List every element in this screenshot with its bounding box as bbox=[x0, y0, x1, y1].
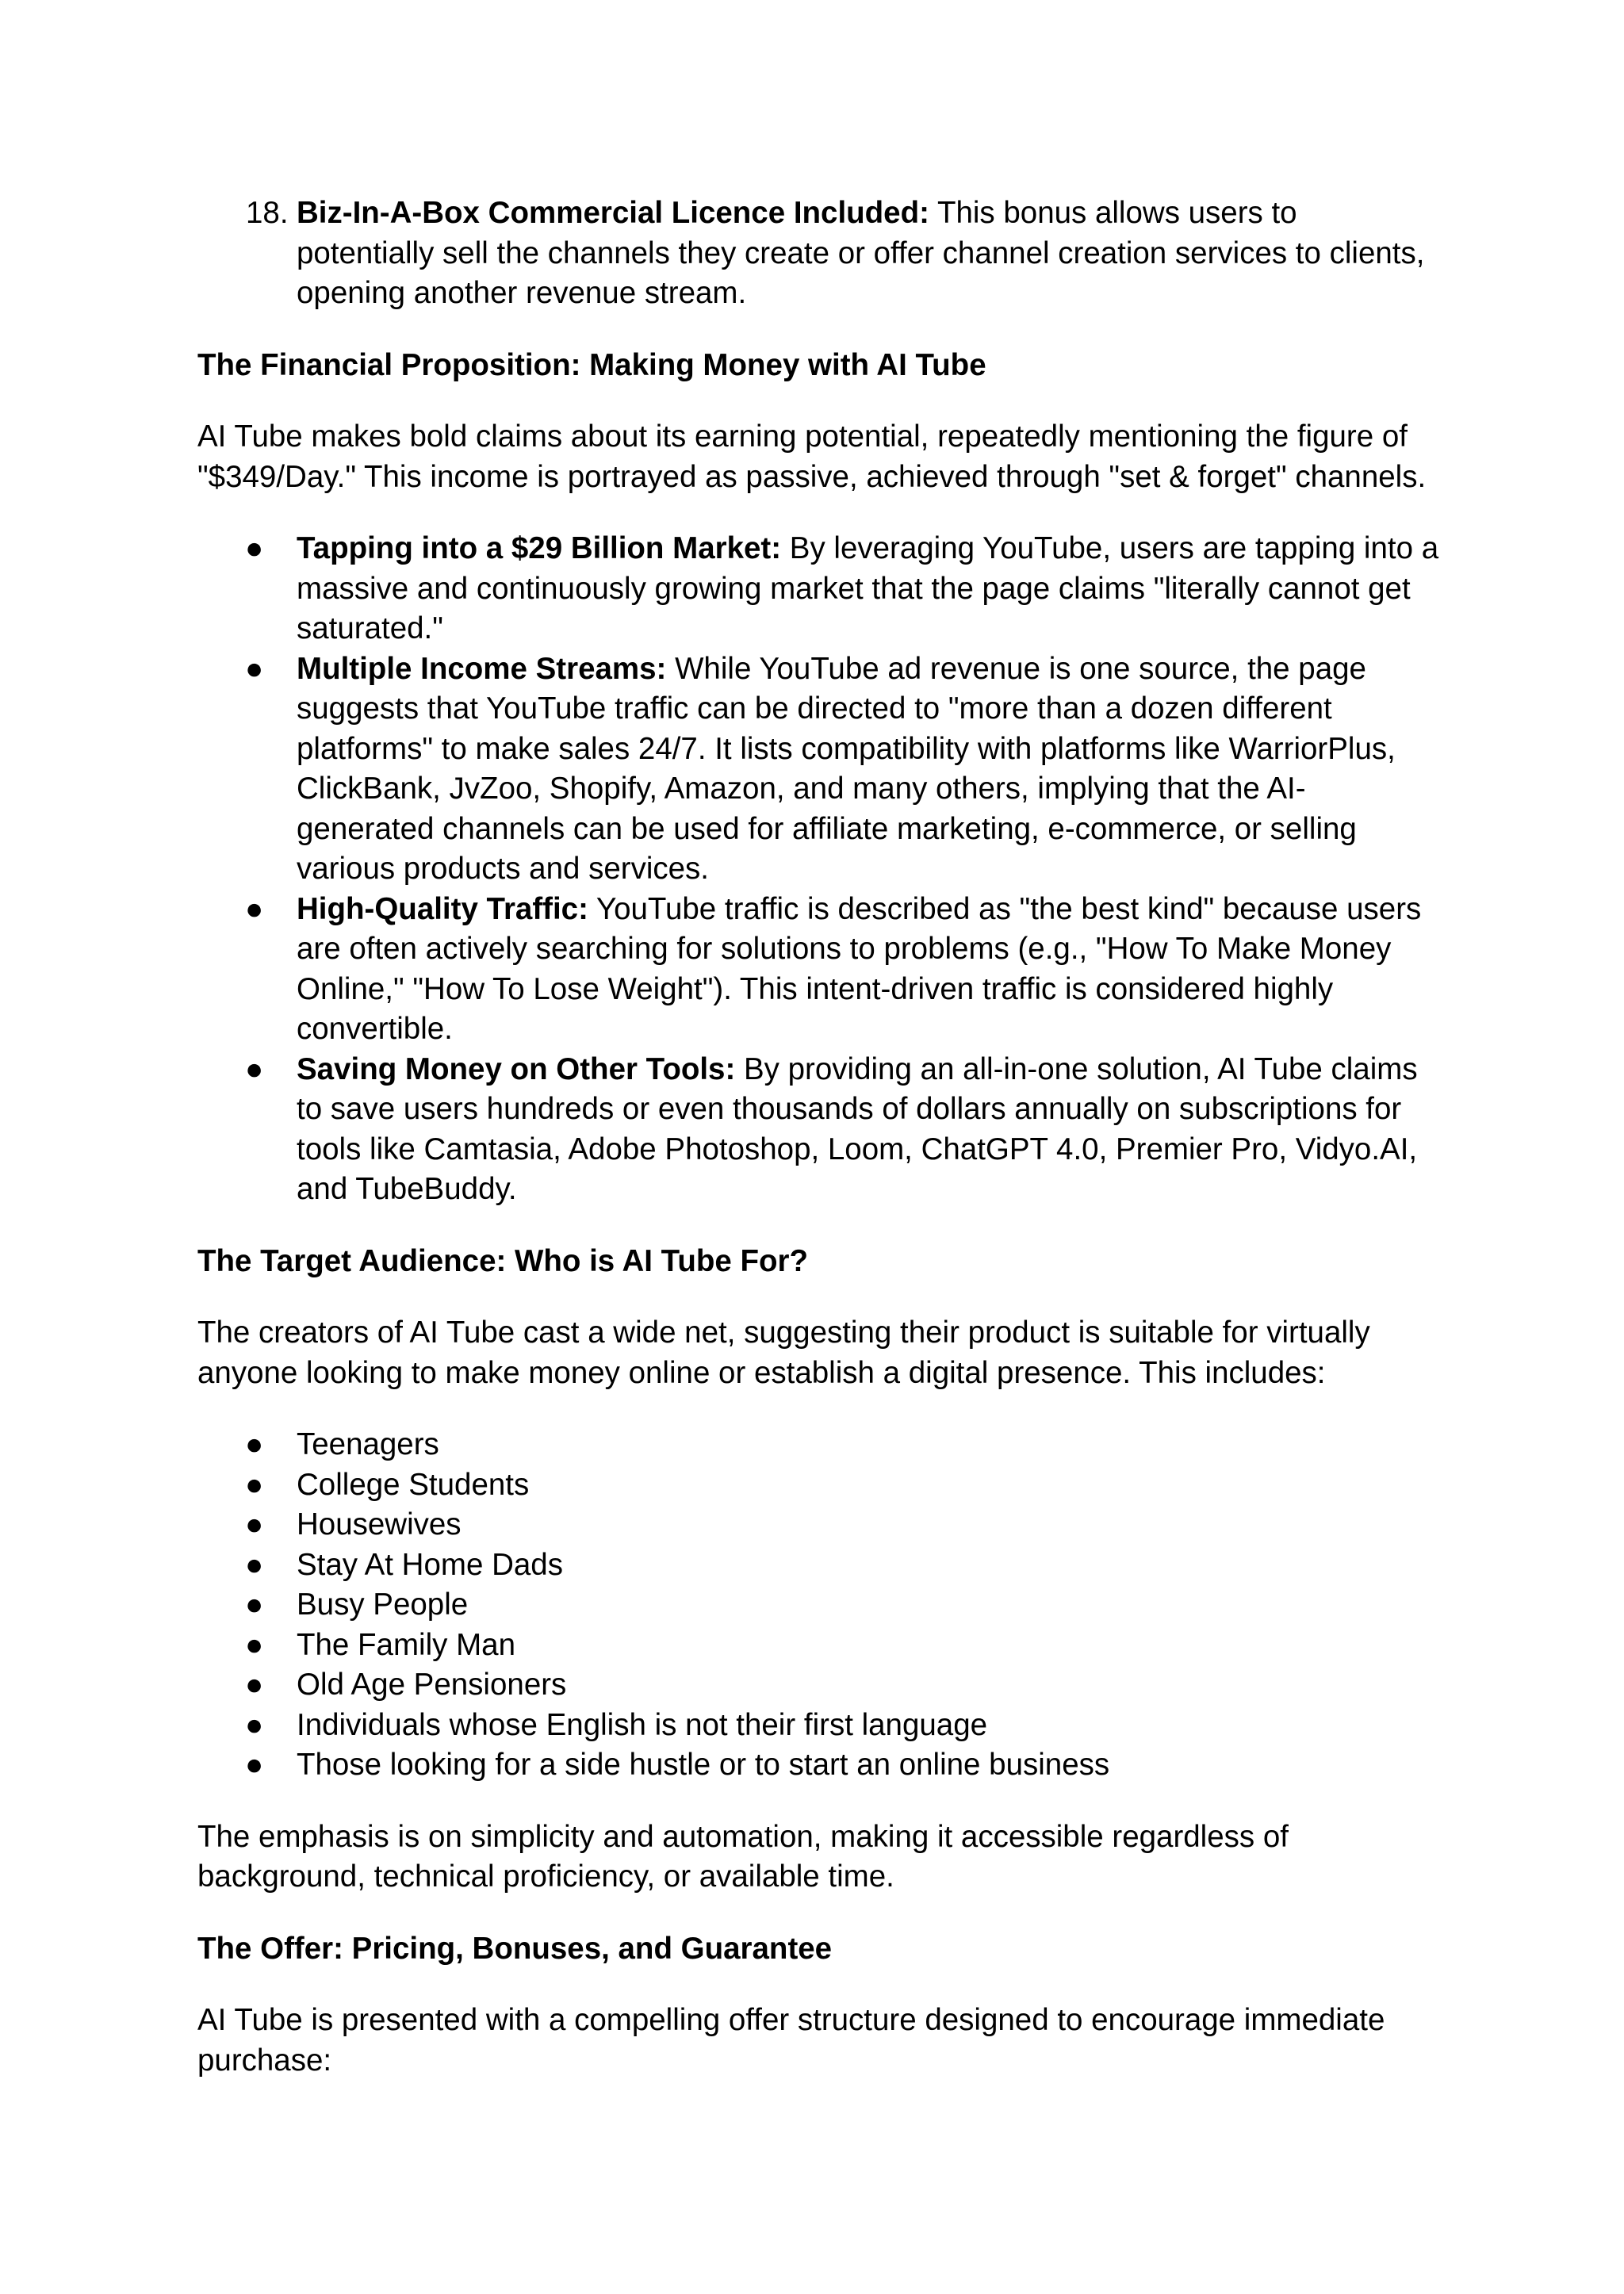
list-item-number: 18. bbox=[246, 196, 289, 230]
list-item bbox=[197, 1745, 1442, 1786]
list-item bbox=[197, 529, 1442, 649]
bullet-icon: ● bbox=[245, 1427, 264, 1461]
offer-intro-paragraph: AI Tube is presented with a compelling offer structure designed to encourage immediate purchase: bbox=[197, 2003, 1385, 2078]
list-item-text: Individuals whose English is not their first language bbox=[297, 1707, 988, 1742]
list-item-text: Busy People bbox=[297, 1587, 469, 1622]
financial-bullet-list bbox=[197, 529, 1442, 1210]
list-item-text: Housewives bbox=[297, 1507, 462, 1541]
list-item-text: Those looking for a side hustle or to start an online business bbox=[297, 1748, 1110, 1782]
financial-intro-paragraph: AI Tube makes bold claims about its earning potential, repeatedly mentioning the figure of "$349/Day." This income is portrayed as passive, achieved through "set & forget" channels. bbox=[197, 419, 1427, 494]
list-item bbox=[197, 193, 1442, 314]
list-item-text: This bonus allows users to potentially sell the channels they create or offer channel creation services to clients, opening another revenue stream. bbox=[297, 196, 1425, 310]
bullet-icon: ● bbox=[245, 1507, 264, 1541]
bullet-icon: ● bbox=[245, 651, 264, 686]
section-heading-offer: The Offer: Pricing, Bonuses, and Guarantee bbox=[197, 1931, 833, 1966]
list-item bbox=[197, 1626, 1442, 1666]
bullet-icon: ● bbox=[245, 1668, 264, 1702]
document-body bbox=[197, 193, 1442, 2112]
audience-bullet-list bbox=[197, 1425, 1442, 1786]
bullet-icon: ● bbox=[245, 1627, 264, 1662]
list-item bbox=[197, 1545, 1442, 1586]
list-item bbox=[197, 1050, 1442, 1210]
list-item bbox=[197, 1465, 1442, 1506]
audience-closing-paragraph: The emphasis is on simplicity and automation, making it accessible regardless of background, technical proficiency, or available time. bbox=[197, 1819, 1289, 1894]
list-item-text: Stay At Home Dads bbox=[297, 1547, 563, 1582]
section-heading-audience: The Target Audience: Who is AI Tube For? bbox=[197, 1243, 808, 1278]
list-item-text: By leveraging YouTube, users are tapping into a massive and continuously growing market that the page claims "literally cannot get saturated." bbox=[297, 531, 1439, 645]
audience-intro-paragraph: The creators of AI Tube cast a wide net, suggesting their product is suitable for virtually anyone looking to make money online or establish a digital presence. This includes: bbox=[197, 1316, 1370, 1390]
list-item bbox=[197, 890, 1442, 1050]
list-item bbox=[197, 649, 1442, 890]
numbered-list bbox=[197, 193, 1442, 314]
list-item-text: Old Age Pensioners bbox=[297, 1668, 567, 1702]
list-item-text: YouTube traffic is described as "the best kind" because users are often actively searching for solutions to problems (e.g., "How To Make Money Online," "How To Lose Weight"). This intent-driven traffic is considered highly convertible. bbox=[297, 891, 1422, 1046]
list-item-text: College Students bbox=[297, 1467, 530, 1502]
list-item bbox=[197, 1665, 1442, 1706]
list-item-text: Teenagers bbox=[297, 1427, 439, 1461]
bullet-icon: ● bbox=[245, 1467, 264, 1502]
bullet-icon: ● bbox=[245, 1547, 264, 1582]
bullet-icon: ● bbox=[245, 1707, 264, 1742]
list-item-text: By providing an all-in-one solution, AI Tube claims to save users hundreds or even thousands of dollars annually on subscriptions for tools like Camtasia, Adobe Photoshop, Loom, ChatGPT 4.0, Premier Pro, Vidyo.AI, and TubeBuddy. bbox=[297, 1051, 1418, 1206]
bullet-icon: ● bbox=[245, 1748, 264, 1782]
list-item-title: Tapping into a $29 Billion Market: bbox=[297, 531, 782, 565]
list-item bbox=[197, 1706, 1442, 1746]
list-item-text: While YouTube ad revenue is one source, the page suggests that YouTube traffic can be directed to "more than a dozen different platforms" to make sales 24/7. It lists compatibility with platforms like WarriorPlus, ClickBank, JvZoo, Shopify, Amazon, and many others, implying that the AI-generated channels can be used for affiliate marketing, e-commerce, or selling various products and services. bbox=[297, 651, 1396, 886]
bullet-icon: ● bbox=[245, 531, 264, 565]
list-item bbox=[197, 1585, 1442, 1626]
list-item-title: Saving Money on Other Tools: bbox=[297, 1051, 736, 1086]
list-item-title: Multiple Income Streams: bbox=[297, 651, 667, 686]
bullet-icon: ● bbox=[245, 1587, 264, 1622]
list-item bbox=[197, 1425, 1442, 1465]
list-item-title: High-Quality Traffic: bbox=[297, 891, 588, 926]
list-item-text: The Family Man bbox=[297, 1627, 515, 1662]
section-heading-financial: The Financial Proposition: Making Money with AI Tube bbox=[197, 347, 986, 382]
list-item bbox=[197, 1505, 1442, 1545]
bullet-icon: ● bbox=[245, 1051, 264, 1086]
list-item-title: Biz-In-A-Box Commercial Licence Included: bbox=[297, 196, 929, 230]
bullet-icon: ● bbox=[245, 891, 264, 926]
